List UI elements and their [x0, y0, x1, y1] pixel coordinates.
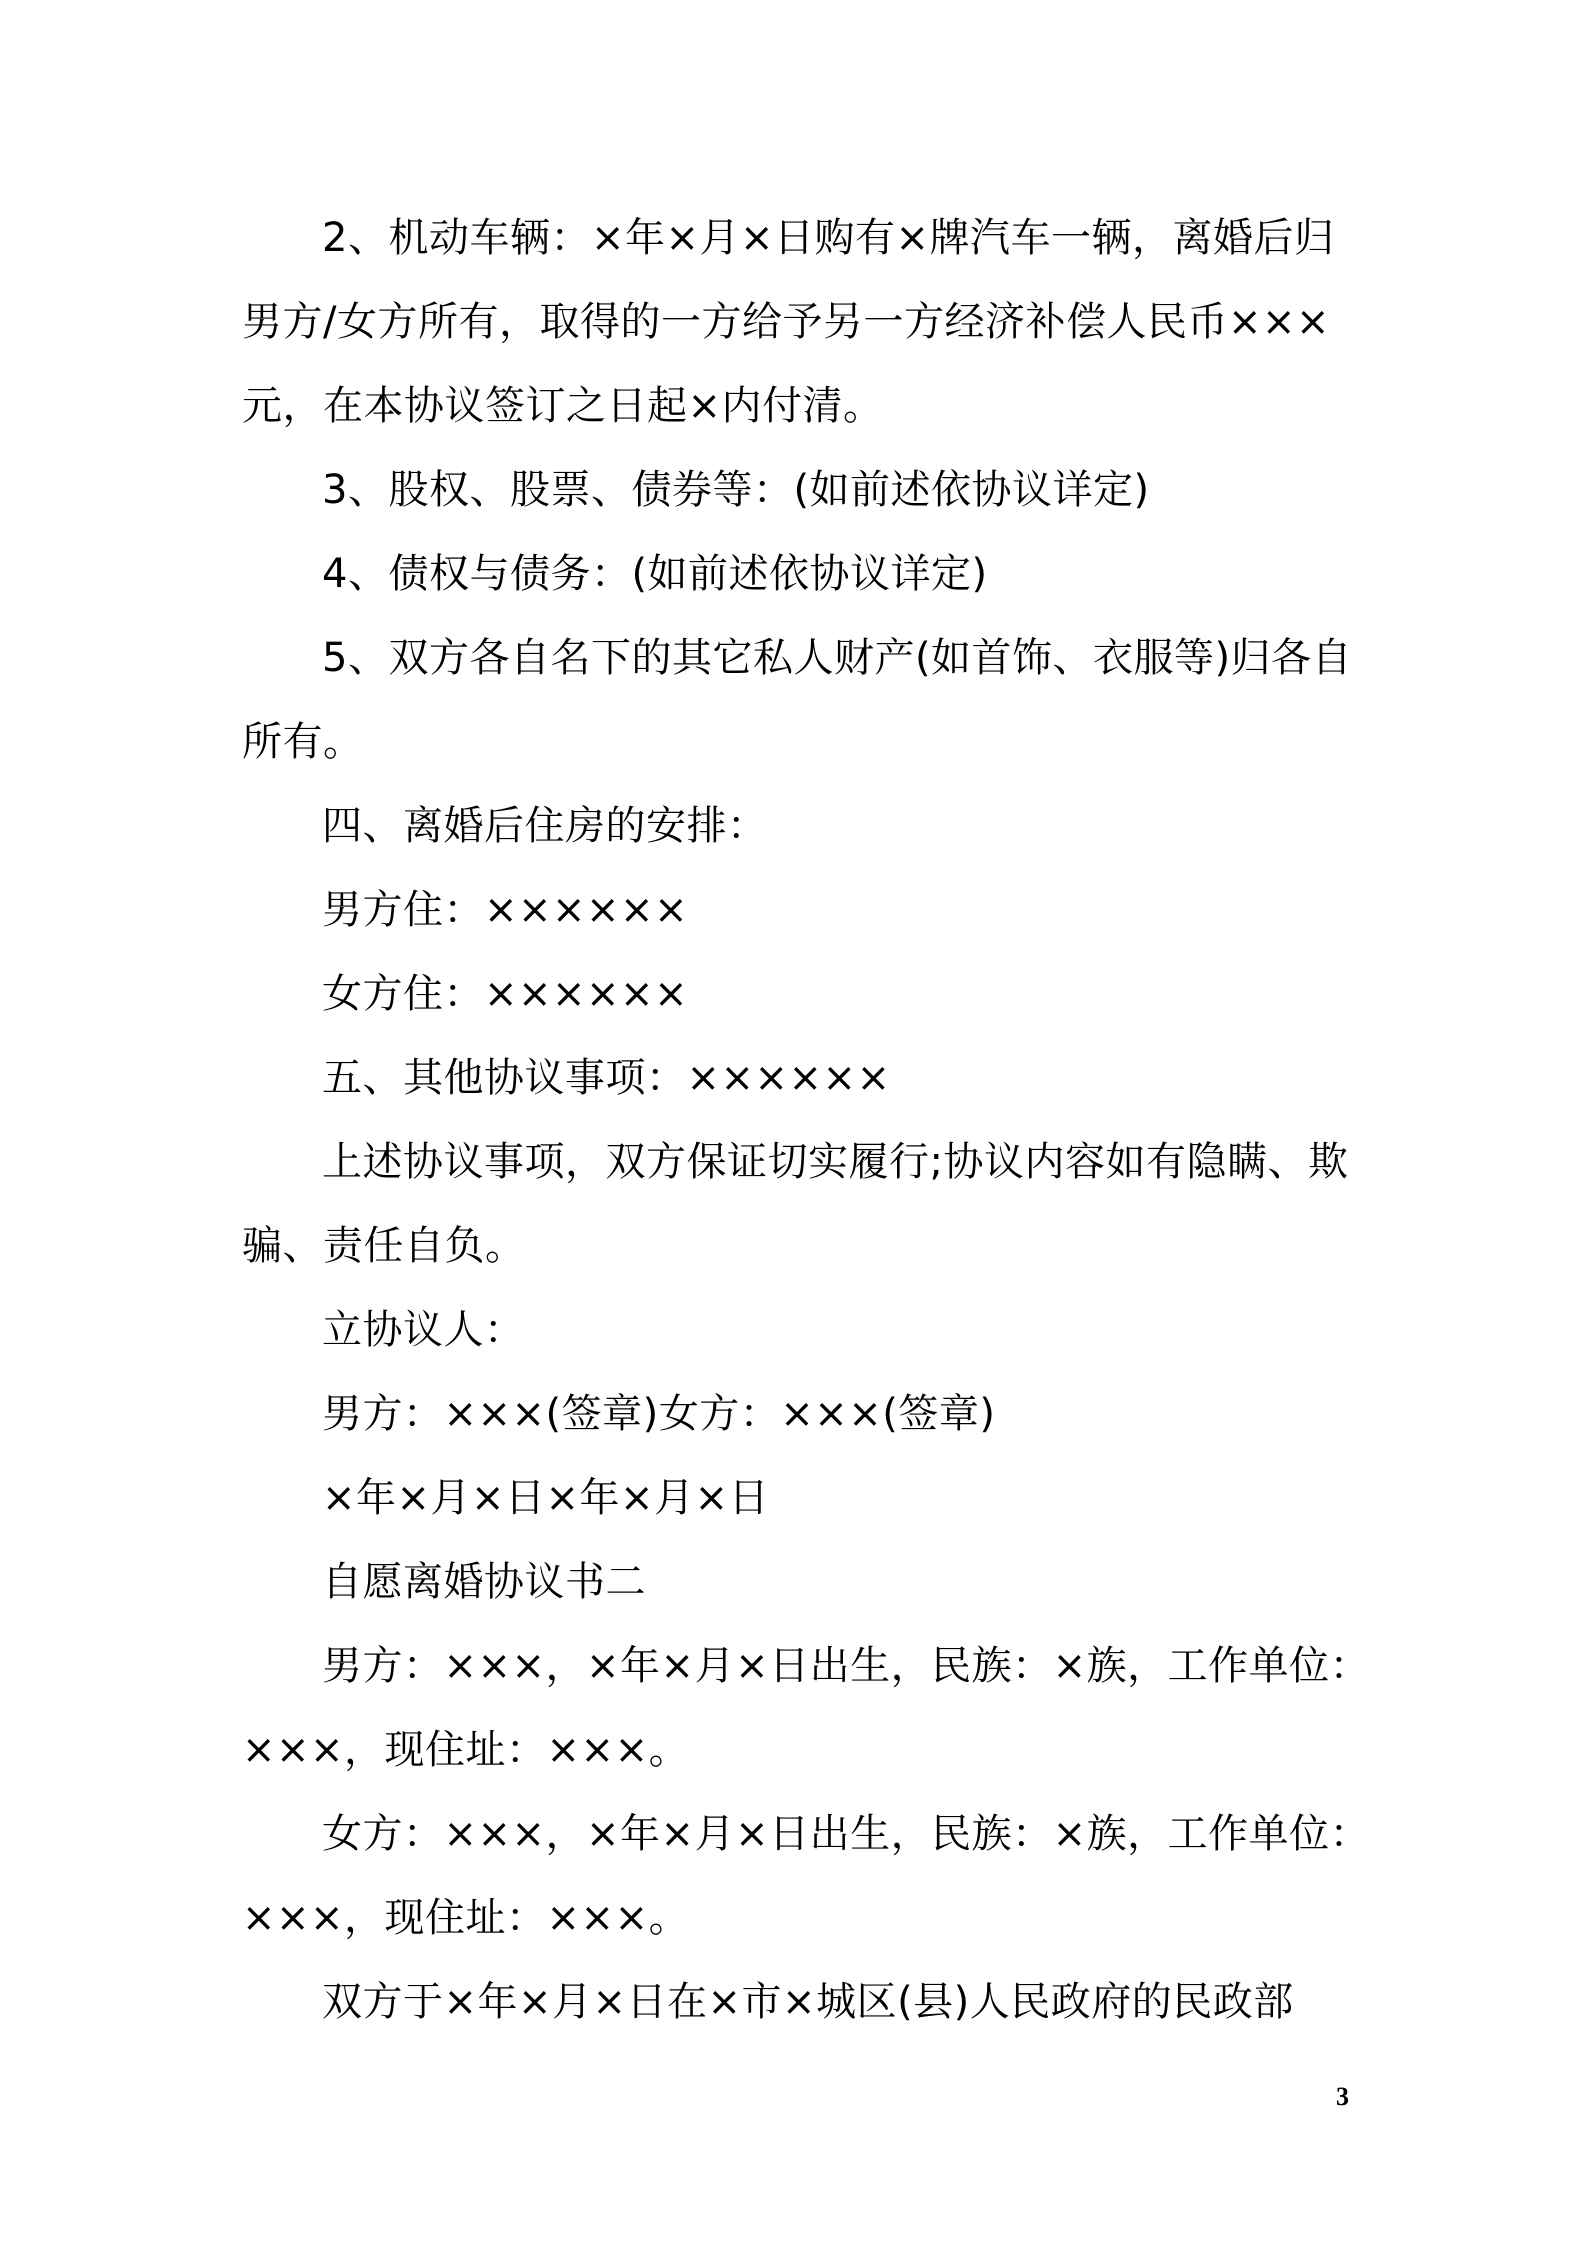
paragraph-line: 男方：×××，×年×月×日出生，民族：×族，工作单位： [322, 1643, 1371, 1689]
paragraph-line: 骗、责任自负。 [242, 1223, 526, 1269]
date-line: ×年×月×日×年×月×日 [322, 1475, 770, 1521]
paragraph-line: 女方：×××，×年×月×日出生，民族：×族，工作单位： [322, 1811, 1371, 1857]
paragraph-line: ×××，现住址：×××。 [242, 1895, 690, 1941]
paragraph-line: 所有。 [242, 719, 364, 765]
paragraph-line: 3、股权、股票、债券等：(如前述依协议详定) [322, 467, 1150, 513]
section-heading: 五、其他协议事项：×××××× [322, 1055, 891, 1101]
page-number: 3 [1336, 2082, 1349, 2111]
paragraph-line: 立协议人： [322, 1307, 525, 1353]
paragraph-line: 上述协议事项，双方保证切实履行;协议内容如有隐瞒、欺 [322, 1139, 1349, 1185]
paragraph-line: 5、双方各自名下的其它私人财产(如首饰、衣服等)归各自 [322, 635, 1353, 681]
section-heading: 四、离婚后住房的安排： [322, 803, 768, 849]
paragraph-line: 双方于×年×月×日在×市×城区(县)人民政府的民政部 [322, 1979, 1294, 2025]
document-body [242, 196, 1371, 2044]
paragraph-line: 男方/女方所有，取得的一方给予另一方经济补偿人民币××× [242, 299, 1331, 345]
paragraph-line: 2、机动车辆：×年×月×日购有×牌汽车一辆，离婚后归 [322, 215, 1335, 261]
paragraph-line: ×××，现住址：×××。 [242, 1727, 690, 1773]
document-title: 自愿离婚协议书二 [322, 1559, 646, 1605]
paragraph-line: 男方住：×××××× [322, 887, 689, 933]
signature-line: 男方：×××(签章)女方：×××(签章) [322, 1391, 996, 1437]
paragraph-line: 4、债权与债务：(如前述依协议详定) [322, 551, 988, 597]
paragraph-line: 女方住：×××××× [322, 971, 689, 1017]
paragraph-line: 元，在本协议签订之日起×内付清。 [242, 383, 884, 429]
